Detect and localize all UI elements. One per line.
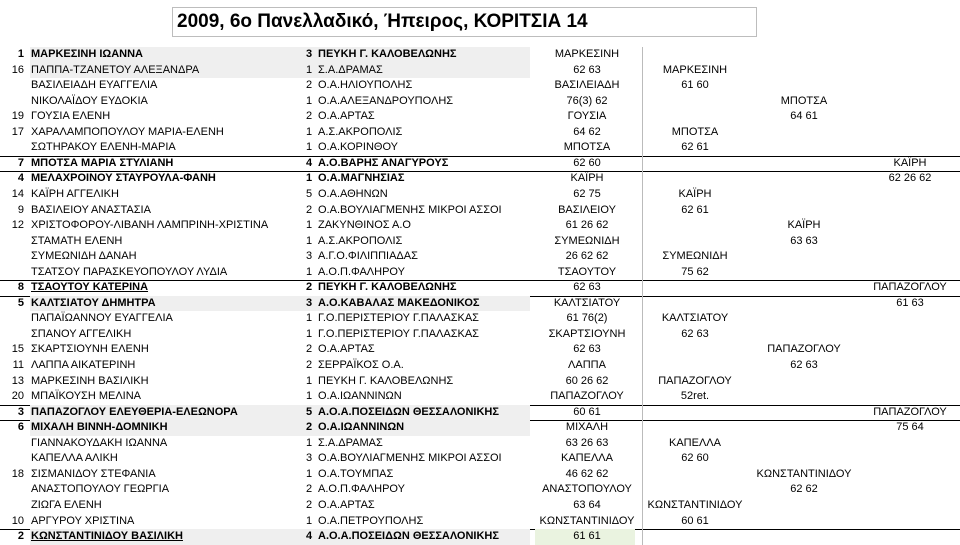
- round-2-result: 61 60: [681, 79, 709, 92]
- page-title: 2009, 6ο Πανελλαδικό, Ήπειρος, ΚΟΡΙΤΣΙΑ 14: [172, 7, 757, 37]
- round-1-result: 62 63: [573, 281, 601, 294]
- seed-number: 13: [11, 374, 24, 387]
- round-1-result: 63 64: [573, 498, 601, 511]
- club-number: 1: [306, 467, 313, 480]
- round-1-result: ΛΑΠΠΑ: [568, 359, 606, 371]
- player-name: ΣΥΜΕΩΝΙΔΗ ΔΑΝΑΗ: [31, 250, 137, 263]
- seed-number: 9: [17, 203, 24, 216]
- player-name: ΒΑΣΙΛΕΙΑΔΗ ΕΥΑΓΓΕΛΙΑ: [31, 79, 158, 92]
- club-number: 2: [306, 79, 313, 92]
- round-1-result: ΤΣΑΟΥΤΟΥ: [557, 265, 617, 278]
- round-2-result: 75 62: [681, 265, 709, 278]
- round-1-result: 26 62 62: [565, 250, 609, 263]
- club-name: ΠΕΥΚΗ Γ. ΚΑΛΟΒΕΛΩΝΗΣ: [318, 48, 457, 60]
- round-1-result: ΚΩΝΣΤΑΝΤΙΝΙΔΟΥ: [539, 514, 635, 527]
- draw-row: [0, 78, 960, 94]
- player-name: ΚΑΠΕΛΛΑ ΑΛΙΚΗ: [31, 452, 118, 465]
- round-1-result: ΣΚΑΡΤΣΙΟΥΝΗ: [548, 327, 626, 340]
- seed-number: 1: [17, 48, 24, 60]
- draw-row: [0, 358, 960, 374]
- round-2-result: 62 61: [681, 203, 709, 216]
- player-name: ΑΝΑΣΤΟΠΟΥΛΟΥ ΓΕΩΡΓΙΑ: [31, 483, 170, 496]
- player-name: ΤΣΑΤΣΟΥ ΠΑΡΑΣΚΕΥΟΠΟΥΛΟΥ ΛΥΔΙΑ: [31, 265, 228, 278]
- round-1-result: ΚΑΪΡΗ: [570, 172, 604, 185]
- round-2-result: ΜΠΟΤΣΑ: [671, 125, 719, 138]
- draw-row: [0, 311, 960, 327]
- seed-number: 10: [11, 514, 24, 527]
- player-name: ΜΑΡΚΕΣΙΝΗ ΙΩΑΝΝΑ: [31, 48, 143, 60]
- seed-number: 18: [11, 467, 24, 480]
- seed-number: 7: [17, 156, 24, 169]
- seed-number: 19: [11, 110, 24, 123]
- seed-number: 4: [17, 172, 24, 185]
- round-2-result: ΚΩΝΣΤΑΝΤΙΝΙΔΟΥ: [647, 498, 743, 511]
- round-1-result: ΓΟΥΣΙΑ: [567, 110, 607, 123]
- draw-row: [0, 529, 960, 545]
- draw-table: [0, 47, 960, 543]
- round-1-result: 60 26 62: [565, 374, 609, 387]
- draw-row: [0, 249, 960, 265]
- round-1-result: 62 63: [573, 343, 601, 356]
- club-name: Ο.Α.ΙΩΑΝΝΙΝΩΝ: [318, 421, 405, 434]
- club-name: Ο.Α.ΗΛΙΟΥΠΟΛΗΣ: [318, 79, 413, 92]
- player-name: ΠΑΠΑΪΩΑΝΝΟΥ ΕΥΑΓΓΕΛΙΑ: [31, 312, 173, 325]
- draw-row: [0, 280, 960, 296]
- player-name: ΜΙΧΑΛΗ ΒΙΝΝΗ-ΔΟΜΝΙΚΗ: [31, 421, 168, 434]
- player-name: ΓΙΑΝΝΑΚΟΥΔΑΚΗ ΙΩΑΝΝΑ: [31, 436, 168, 449]
- draw-row: [0, 171, 960, 187]
- club-number: 4: [306, 156, 313, 169]
- club-name: Α.Ο.Α.ΠΟΣΕΙΔΩΝ ΘΕΣΣΑΛΟΝΙΚΗΣ: [318, 530, 499, 543]
- seed-number: 3: [17, 405, 24, 418]
- round-1-result: ΜΙΧΑΛΗ: [565, 421, 609, 434]
- draw-row: [0, 94, 960, 110]
- draw-row: [0, 47, 960, 63]
- club-name: Α.Ο.Π.ΦΑΛΗΡΟΥ: [318, 265, 405, 278]
- round-1-result: 62 63: [573, 63, 601, 76]
- club-name: ΠΕΥΚΗ Γ. ΚΑΛΟΒΕΛΩΝΗΣ: [318, 374, 454, 387]
- club-name: ΖΑΚΥΝΘΙΝΟΣ Α.Ο: [318, 219, 411, 232]
- club-name: Α.Ο.ΒΑΡΗΣ ΑΝΑΓΥΡΟΥΣ: [318, 156, 449, 169]
- player-name: ΣΩΤΗΡΑΚΟΥ ΕΛΕΝΗ-ΜΑΡΙΑ: [31, 141, 176, 154]
- club-name: ΣΕΡΡΑΪΚΟΣ Ο.Α.: [318, 359, 404, 371]
- club-number: 1: [306, 265, 313, 278]
- club-name: Α.Ο.Π.ΦΑΛΗΡΟΥ: [318, 483, 405, 496]
- club-number: 2: [306, 421, 313, 434]
- draw-row: [0, 203, 960, 219]
- club-name: ΠΕΥΚΗ Γ. ΚΑΛΟΒΕΛΩΝΗΣ: [318, 281, 457, 294]
- draw-row: [0, 436, 960, 452]
- player-name: ΣΠΑΝΟΥ ΑΓΓΕΛΙΚΗ: [31, 327, 132, 340]
- club-number: 1: [306, 219, 313, 232]
- round-2-result: ΜΑΡΚΕΣΙΝΗ: [662, 63, 728, 76]
- round-2-result: 60 61: [681, 514, 709, 527]
- round-1-result: ΚΑΛΤΣΙΑΤΟΥ: [553, 296, 621, 309]
- round-1-result: 76(3) 62: [566, 94, 608, 107]
- round-1-result: 61 61: [573, 530, 601, 543]
- round-3-result: 62 63: [790, 359, 818, 371]
- club-name: Α.Ο.Α.ΠΟΣΕΙΔΩΝ ΘΕΣΣΑΛΟΝΙΚΗΣ: [318, 405, 499, 418]
- draw-row: [0, 296, 960, 312]
- draw-row: [0, 405, 960, 421]
- round-3-result: ΚΑΪΡΗ: [787, 219, 821, 232]
- round-1-result: ΑΝΑΣΤΟΠΟΥΛΟΥ: [542, 483, 632, 496]
- draw-row: [0, 125, 960, 141]
- round-2-result: 62 60: [681, 452, 709, 465]
- round-3-result: 64 61: [790, 110, 818, 123]
- player-name: ΣΤΑΜΑΤΗ ΕΛΕΝΗ: [31, 234, 123, 247]
- club-number: 2: [306, 343, 313, 356]
- club-number: 2: [306, 359, 313, 371]
- round-4-result: ΚΑΪΡΗ: [893, 156, 927, 169]
- club-name: Α.Σ.ΑΚΡΟΠΟΛΙΣ: [318, 125, 403, 138]
- draw-row: [0, 420, 960, 436]
- round-4-result: 75 64: [896, 421, 924, 434]
- club-name: Ο.Α.ΒΟΥΛΙΑΓΜΕΝΗΣ ΜΙΚΡΟΙ ΑΣΣΟΙ: [318, 452, 502, 465]
- round-2-result: 52ret.: [680, 390, 710, 403]
- round-1-result: 64 62: [573, 125, 601, 138]
- bracket-line: [642, 296, 643, 420]
- club-number: 1: [306, 94, 313, 107]
- club-number: 4: [306, 530, 313, 543]
- club-number: 3: [306, 296, 313, 309]
- club-number: 2: [306, 483, 313, 496]
- draw-row: [0, 342, 960, 358]
- round-1-result: ΜΑΡΚΕΣΙΝΗ: [554, 48, 620, 60]
- round-1-result: ΠΑΠΑΖΟΓΛΟΥ: [550, 390, 624, 403]
- player-name: ΧΑΡΑΛΑΜΠΟΠΟΥΛΟΥ ΜΑΡΙΑ-ΕΛΕΝΗ: [31, 125, 224, 138]
- club-number: 1: [306, 312, 313, 325]
- draw-row: [0, 498, 960, 514]
- player-name: ΜΠΟΤΣΑ ΜΑΡΙΑ ΣΤΥΛΙΑΝΗ: [31, 156, 174, 169]
- player-name: ΧΡΙΣΤΟΦΟΡΟΥ-ΛΙΒΑΝΗ ΛΑΜΠΡΙΝΗ-ΧΡΙΣΤΙΝΑ: [31, 219, 269, 232]
- round-3-result: ΠΑΠΑΖΟΓΛΟΥ: [767, 343, 841, 356]
- club-name: Γ.Ο.ΠΕΡΙΣΤΕΡΙΟΥ Γ.ΠΑΛΑΣΚΑΣ: [318, 312, 479, 325]
- player-name: ΑΡΓΥΡΟΥ ΧΡΙΣΤΙΝΑ: [31, 514, 135, 527]
- club-number: 1: [306, 436, 313, 449]
- round-1-result: ΒΑΣΙΛΕΙΑΔΗ: [554, 79, 620, 92]
- round-4-result: 62 26 62: [888, 172, 932, 185]
- draw-row: [0, 218, 960, 234]
- club-name: Γ.Ο.ΠΕΡΙΣΤΕΡΙΟΥ Γ.ΠΑΛΑΣΚΑΣ: [318, 327, 479, 340]
- player-name: ΚΩΝΣΤΑΝΤΙΝΙΔΟΥ ΒΑΣΙΛΙΚΗ: [31, 530, 183, 543]
- player-name: ΠΑΠΠΑ-ΤΖΑΝΕΤΟΥ ΑΛΕΞΑΝΔΡΑ: [31, 63, 200, 76]
- seed-number: 2: [17, 530, 24, 543]
- draw-row: [0, 265, 960, 281]
- draw-row: [0, 482, 960, 498]
- seed-number: 20: [11, 390, 24, 403]
- seed-number: 15: [11, 343, 24, 356]
- round-2-result: 62 63: [681, 327, 709, 340]
- round-4-result: ΠΑΠΑΖΟΓΛΟΥ: [873, 281, 947, 294]
- round-2-result: ΣΥΜΕΩΝΙΔΗ: [662, 250, 728, 263]
- round-1-result: ΒΑΣΙΛΕΙΟΥ: [558, 203, 616, 216]
- club-number: 1: [306, 327, 313, 340]
- club-number: 1: [306, 63, 313, 76]
- round-1-result: 62 60: [573, 156, 601, 169]
- club-number: 1: [306, 141, 313, 154]
- round-1-result: 62 75: [573, 187, 601, 200]
- round-1-result: ΚΑΠΕΛΛΑ: [561, 452, 613, 465]
- round-2-result: ΠΑΠΑΖΟΓΛΟΥ: [658, 374, 732, 387]
- club-name: Α.Ο.ΚΑΒΑΛΑΣ ΜΑΚΕΔΟΝΙΚΟΣ: [318, 296, 480, 309]
- club-name: Ο.Α.ΑΡΤΑΣ: [318, 343, 375, 356]
- player-name: ΚΑΛΤΣΙΑΤΟΥ ΔΗΜΗΤΡΑ: [31, 296, 156, 309]
- club-number: 3: [306, 452, 313, 465]
- club-name: Α.Γ.Ο.ΦΙΛΙΠΠΙΑΔΑΣ: [318, 250, 418, 263]
- club-number: 5: [306, 187, 313, 200]
- player-name: ΜΕΛΑΧΡΟΙΝΟΥ ΣΤΑΥΡΟΥΛΑ-ΦΑΝΗ: [31, 172, 216, 185]
- draw-row: [0, 514, 960, 530]
- club-number: 2: [306, 110, 313, 123]
- club-number: 2: [306, 498, 313, 511]
- draw-row: [0, 467, 960, 483]
- club-name: Ο.Α.ΑΛΕΞΑΝΔΡΟΥΠΟΛΗΣ: [318, 94, 454, 107]
- draw-row: [0, 234, 960, 250]
- club-number: 1: [306, 514, 313, 527]
- draw-row: [0, 327, 960, 343]
- club-name: Ο.Α.ΑΡΤΑΣ: [318, 498, 375, 511]
- club-name: Ο.Α.ΙΩΑΝΝΙΝΩΝ: [318, 390, 402, 403]
- club-number: 1: [306, 390, 313, 403]
- player-name: ΠΑΠΑΖΟΓΛΟΥ ΕΛΕΥΘΕΡΙΑ-ΕΛΕΩΝΟΡΑ: [31, 405, 238, 418]
- seed-number: 17: [11, 125, 24, 138]
- round-4-result: 61 63: [896, 296, 924, 309]
- round-2-result: ΚΑΠΕΛΛΑ: [669, 436, 721, 449]
- round-1-result: ΜΠΟΤΣΑ: [563, 141, 611, 154]
- player-name: ΜΠΑΪΚΟΥΣΗ ΜΕΛΙΝΑ: [31, 390, 142, 403]
- player-name: ΖΙΩΓΑ ΕΛΕΝΗ: [31, 498, 102, 511]
- draw-row: [0, 389, 960, 405]
- club-number: 1: [306, 374, 313, 387]
- draw-row: [0, 140, 960, 156]
- round-2-result: ΚΑΪΡΗ: [678, 187, 712, 200]
- round-4-result: ΠΑΠΑΖΟΓΛΟΥ: [873, 405, 947, 418]
- seed-number: 6: [17, 421, 24, 434]
- round-1-result: ΣΥΜΕΩΝΙΔΗ: [554, 234, 620, 247]
- round-1-result: 46 62 62: [565, 467, 609, 480]
- draw-row: [0, 109, 960, 125]
- seed-number: 14: [11, 187, 24, 200]
- club-name: Ο.Α.ΑΡΤΑΣ: [318, 110, 375, 123]
- club-number: 3: [306, 48, 313, 60]
- player-name: ΛΑΠΠΑ ΑΙΚΑΤΕΡΙΝΗ: [31, 359, 136, 371]
- club-number: 1: [306, 125, 313, 138]
- seed-number: 5: [17, 296, 24, 309]
- round-1-result: 61 26 62: [565, 219, 609, 232]
- club-number: 1: [306, 234, 313, 247]
- club-name: Α.Σ.ΑΚΡΟΠΟΛΙΣ: [318, 234, 403, 247]
- round-1-result: 63 26 63: [565, 436, 609, 449]
- player-name: ΜΑΡΚΕΣΙΝΗ ΒΑΣΙΛΙΚΗ: [31, 374, 149, 387]
- round-3-result: 62 62: [790, 483, 818, 496]
- round-2-result: 62 61: [681, 141, 709, 154]
- draw-row: [0, 451, 960, 467]
- draw-row: [0, 374, 960, 390]
- club-name: Ο.Α.ΚΟΡΙΝΘΟΥ: [318, 141, 398, 154]
- player-name: ΓΟΥΣΙΑ ΕΛΕΝΗ: [31, 110, 111, 123]
- player-name: ΣΙΣΜΑΝΙΔΟΥ ΣΤΕΦΑΝΙΑ: [31, 467, 156, 480]
- bracket-line: [642, 171, 643, 295]
- club-name: Ο.Α.ΜΑΓΝΗΣΙΑΣ: [318, 172, 405, 185]
- club-number: 5: [306, 405, 313, 418]
- seed-number: 8: [17, 281, 24, 294]
- club-name: Ο.Α.ΑΘΗΝΩΝ: [318, 187, 388, 200]
- club-name: Σ.Α.ΔΡΑΜΑΣ: [318, 63, 383, 76]
- player-name: ΒΑΣΙΛΕΙΟΥ ΑΝΑΣΤΑΣΙΑ: [31, 203, 151, 216]
- player-name: ΤΣΑΟΥΤΟΥ ΚΑΤΕΡΙΝΑ: [31, 281, 149, 294]
- club-number: 3: [306, 250, 313, 263]
- club-number: 2: [306, 203, 313, 216]
- seed-number: 11: [12, 359, 24, 371]
- club-number: 2: [306, 281, 313, 294]
- club-name: Ο.Α.ΤΟΥΜΠΑΣ: [318, 467, 394, 480]
- club-name: Σ.Α.ΔΡΑΜΑΣ: [318, 436, 383, 449]
- draw-row: [0, 63, 960, 79]
- round-3-result: ΜΠΟΤΣΑ: [780, 94, 828, 107]
- club-name: Ο.Α.ΒΟΥΛΙΑΓΜΕΝΗΣ ΜΙΚΡΟΙ ΑΣΣΟΙ: [318, 203, 502, 216]
- player-name: ΚΑΪΡΗ ΑΓΓΕΛΙΚΗ: [31, 187, 119, 200]
- player-name: ΣΚΑΡΤΣΙΟΥΝΗ ΕΛΕΝΗ: [31, 343, 149, 356]
- draw-row: [0, 156, 960, 172]
- bracket-line: [642, 420, 643, 544]
- draw-row: [0, 187, 960, 203]
- seed-number: 16: [11, 63, 24, 76]
- round-1-result: 61 76(2): [566, 312, 608, 325]
- player-name: ΝΙΚΟΛΑΪΔΟΥ ΕΥΔΟΚΙΑ: [31, 94, 148, 107]
- seed-number: 12: [11, 219, 24, 232]
- club-number: 1: [306, 172, 313, 185]
- round-3-result: 63 63: [790, 234, 818, 247]
- round-3-result: ΚΩΝΣΤΑΝΤΙΝΙΔΟΥ: [756, 467, 852, 480]
- bracket-line: [642, 47, 643, 171]
- round-1-result: 60 61: [573, 405, 601, 418]
- club-name: Ο.Α.ΠΕΤΡΟΥΠΟΛΗΣ: [318, 514, 424, 527]
- round-2-result: ΚΑΛΤΣΙΑΤΟΥ: [661, 312, 729, 325]
